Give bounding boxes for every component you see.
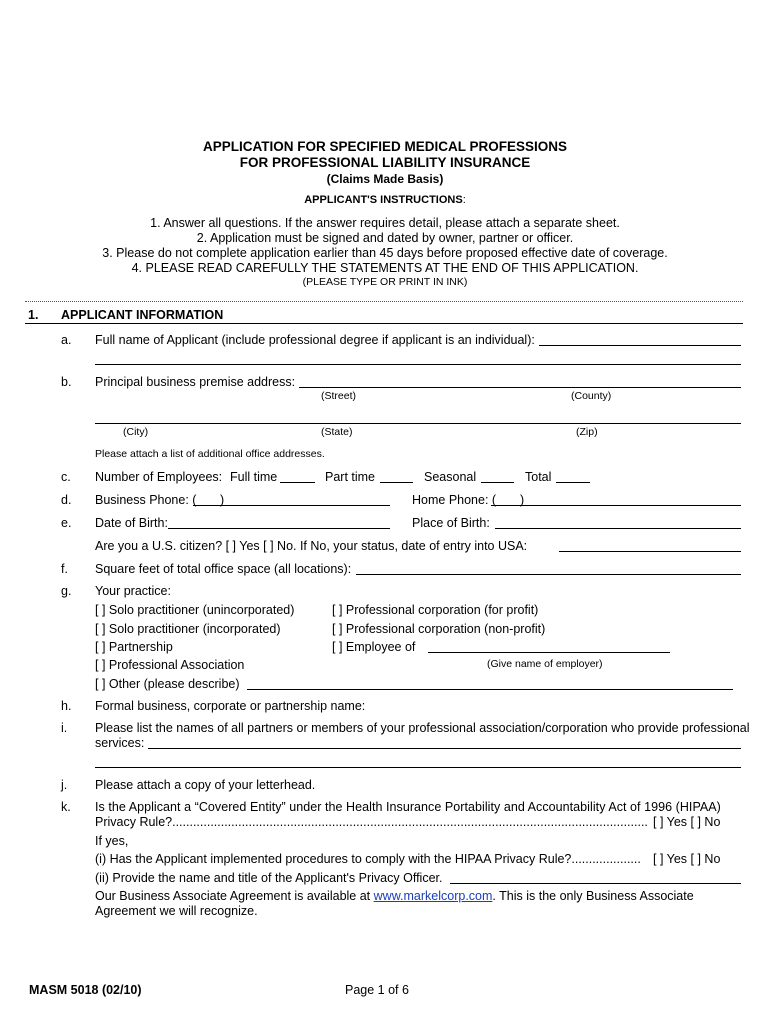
markelcorp-link[interactable]: www.markelcorp.com	[373, 889, 493, 903]
practice-heading: Your practice:	[95, 584, 171, 598]
home-phone-label: Home Phone: (	[412, 493, 497, 507]
business-phone-field[interactable]	[193, 505, 390, 506]
partners-label-line-1: Please list the names of all partners or members of your professional association/corporation who provide professional	[95, 721, 750, 735]
address-label: Principal business premise address:	[95, 375, 296, 389]
seasonal-field[interactable]	[481, 482, 514, 483]
home-phone-field[interactable]	[491, 505, 741, 506]
item-g-letter: g.	[61, 584, 72, 598]
item-b-letter: b.	[61, 375, 72, 389]
partners-field-2[interactable]	[95, 767, 741, 768]
practice-other[interactable]: [ ] Other (please describe)	[95, 677, 240, 691]
employer-name-field[interactable]	[428, 652, 670, 653]
section-divider	[25, 301, 743, 302]
title-line-2: FOR PROFESSIONAL LIABILITY INSURANCE	[239, 155, 531, 170]
item-d-letter: d.	[61, 493, 72, 507]
state-caption: (State)	[321, 426, 353, 438]
full-time-label: Full time	[230, 470, 278, 484]
privacy-officer-field[interactable]	[450, 883, 741, 884]
item-i-letter: i.	[61, 721, 68, 735]
home-phone-close-paren: )	[520, 493, 525, 507]
city-state-zip-field[interactable]	[95, 423, 741, 424]
baa-text-post: . This is the only Business Associate	[492, 889, 694, 903]
business-phone-close-paren: )	[220, 493, 225, 507]
hipaa-question-line-1: Is the Applicant a “Covered Entity” under the Health Insurance Portability and Accountability Act of 1996 (HIPAA)	[95, 800, 721, 814]
dob-field[interactable]	[168, 528, 390, 529]
section-title: APPLICANT INFORMATION	[61, 308, 224, 322]
print-note: (PLEASE TYPE OR PRINT IN INK)	[302, 276, 468, 288]
city-caption: (City)	[123, 426, 149, 438]
instruction-4: 4. PLEASE READ CAREFULLY THE STATEMENTS AT THE END OF THIS APPLICATION.	[131, 261, 639, 275]
dob-label: Date of Birth:	[95, 516, 168, 530]
zip-caption: (Zip)	[576, 426, 598, 438]
if-yes-label: If yes,	[95, 834, 129, 848]
hipaa-question-line-2: Privacy Rule?.........................................................................................................................................	[95, 815, 648, 829]
item-k-letter: k.	[61, 800, 71, 814]
practice-employee-of[interactable]: [ ] Employee of	[332, 640, 416, 654]
business-name-label: Formal business, corporate or partnership name:	[95, 699, 366, 713]
item-c-letter: c.	[61, 470, 71, 484]
partners-field[interactable]	[148, 748, 741, 749]
part-time-label: Part time	[325, 470, 376, 484]
practice-professional-association[interactable]: [ ] Professional Association	[95, 658, 245, 672]
instruction-1: 1. Answer all questions. If the answer requires detail, please attach a separate sheet.	[150, 216, 620, 230]
page-number: Page 1 of 6	[345, 983, 409, 997]
title-line-1: APPLICATION FOR SPECIFIED MEDICAL PROFESSIONS	[202, 139, 568, 154]
seasonal-label: Seasonal	[424, 470, 477, 484]
item-h-letter: h.	[61, 699, 72, 713]
item-f-letter: f.	[61, 562, 68, 576]
street-caption: (Street)	[321, 390, 357, 402]
instructions-heading	[0, 194, 770, 206]
additional-offices-note: Please attach a list of additional office addresses.	[95, 448, 325, 460]
baa-line-2: Agreement we will recognize.	[95, 904, 258, 918]
street-field[interactable]	[299, 387, 741, 388]
full-time-field[interactable]	[280, 482, 315, 483]
hipaa-procedures-yes-no[interactable]: [ ] Yes [ ] No	[653, 852, 721, 866]
part-time-field[interactable]	[380, 482, 413, 483]
pob-field[interactable]	[495, 528, 741, 529]
privacy-officer-label: (ii) Provide the name and title of the Applicant's Privacy Officer.	[95, 871, 443, 885]
baa-text-pre: Our Business Associate Agreement is available at	[95, 889, 371, 903]
practice-pc-non-profit[interactable]: [ ] Professional corporation (non-profit)	[332, 622, 546, 636]
instructions-heading-colon: :	[462, 194, 466, 206]
office-space-field[interactable]	[356, 574, 741, 575]
subtitle: (Claims Made Basis)	[326, 172, 444, 186]
item-a-letter: a.	[61, 333, 72, 347]
instructions-heading-text: APPLICANT'S INSTRUCTIONS	[304, 194, 463, 206]
instruction-2: 2. Application must be signed and dated by owner, partner or officer.	[196, 231, 574, 245]
pob-label: Place of Birth:	[412, 516, 490, 530]
applicant-name-label: Full name of Applicant (include professional degree if applicant is an individual):	[95, 333, 535, 347]
hipaa-yes-no[interactable]: [ ] Yes [ ] No	[653, 815, 721, 829]
employer-caption: (Give name of employer)	[487, 658, 603, 670]
employees-label: Number of Employees:	[95, 470, 223, 484]
applicant-name-field-2[interactable]	[95, 364, 741, 365]
office-space-label: Square feet of total office space (all locations):	[95, 562, 352, 576]
hipaa-procedures-question: (i) Has the Applicant implemented procedures to comply with the HIPAA Privacy Rule?....................	[95, 852, 641, 866]
partners-label-line-2: services:	[95, 736, 145, 750]
letterhead-note: Please attach a copy of your letterhead.	[95, 778, 316, 792]
practice-pc-for-profit[interactable]: [ ] Professional corporation (for profit)	[332, 603, 539, 617]
applicant-name-field[interactable]	[539, 345, 741, 346]
item-j-letter: j.	[61, 778, 68, 792]
section-number: 1.	[28, 308, 39, 322]
item-e-letter: e.	[61, 516, 72, 530]
practice-other-field[interactable]	[247, 689, 733, 690]
practice-partnership[interactable]: [ ] Partnership	[95, 640, 173, 654]
practice-solo-incorporated[interactable]: [ ] Solo practitioner (incorporated)	[95, 622, 281, 636]
form-id: MASM 5018 (02/10)	[29, 983, 142, 997]
total-field[interactable]	[556, 482, 590, 483]
section-title-rule	[25, 323, 743, 324]
business-phone-label: Business Phone: (	[95, 493, 197, 507]
instruction-3: 3. Please do not complete application earlier than 45 days before proposed effective date of coverage.	[102, 246, 668, 260]
baa-line-1	[95, 889, 743, 903]
practice-solo-unincorporated[interactable]: [ ] Solo practitioner (unincorporated)	[95, 603, 295, 617]
citizen-status-field[interactable]	[559, 551, 741, 552]
total-label: Total	[525, 470, 552, 484]
citizen-question: Are you a U.S. citizen? [ ] Yes [ ] No. If No, your status, date of entry into USA:	[95, 539, 528, 553]
county-caption: (County)	[571, 390, 612, 402]
